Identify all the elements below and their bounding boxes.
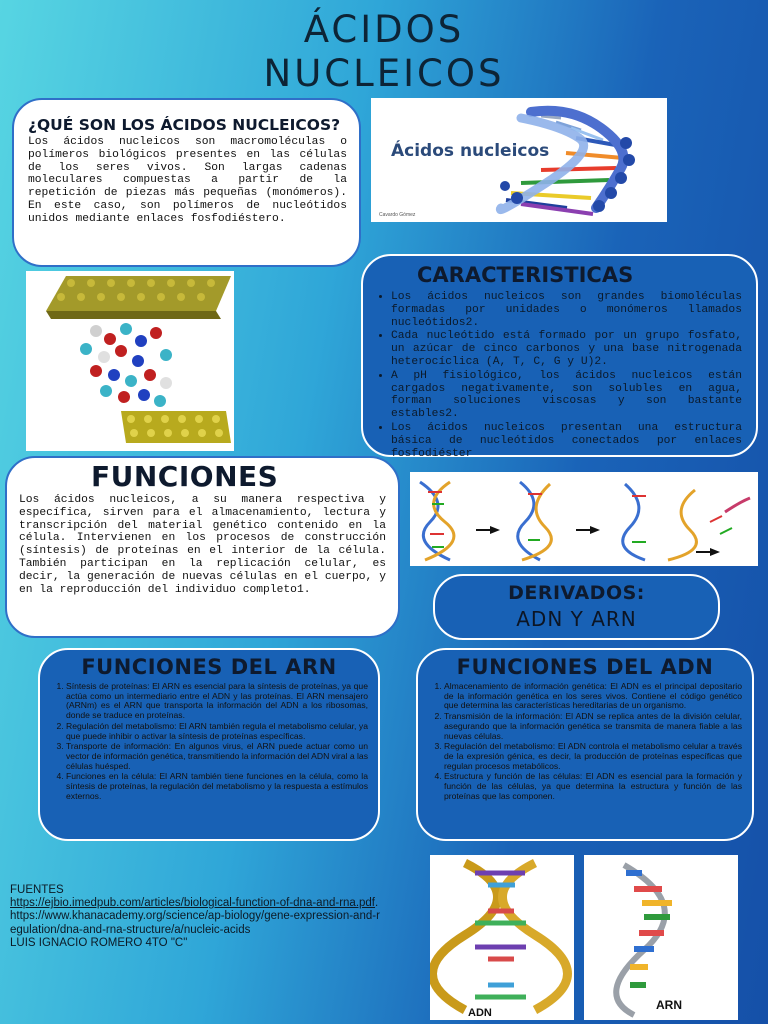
adn-panel — [416, 648, 754, 841]
banner-image — [371, 98, 667, 222]
derivados-panel — [433, 574, 720, 640]
adn-helix-image — [430, 855, 574, 1020]
molecule-image — [26, 271, 234, 451]
fuentes-label: FUENTES — [10, 884, 64, 896]
dna-molecule-illustration — [26, 271, 234, 451]
fuente-link-1-suffix: . — [375, 897, 379, 910]
arn-item: 3. Transporte de información: En algunos virus, el ARN puede actuar como un vector de información genética, transmitiendo la información del ADN viral a las células huésped. — [66, 742, 368, 771]
que-son-heading: ¿QUÉ SON LOS ÁCIDOS NUCLEICOS? — [28, 116, 341, 134]
funciones-panel — [5, 456, 400, 638]
caracteristica-item: • Cada nucleótido está formado por un grupo fosfato, un azúcar de cinco carbonos y una base nitrogenada heterocíclica (A, T, C, G y U)2. — [391, 330, 742, 368]
banner-caption: Ácidos nucleicos — [391, 141, 550, 161]
page-title — [0, 8, 768, 96]
caracteristicas-list — [377, 291, 742, 460]
replication-image — [410, 472, 758, 566]
adn-item: 2. Transmisión de la información: El ADN se replica antes de la división celular, asegurando que la información genética se transmita de manera fiable a las nuevas células. — [444, 712, 742, 741]
caracteristicas-panel — [361, 254, 758, 460]
arn-item: 2. Regulación del metabolismo: El ARN también regula el metabolismo celular, ya que puede inhibir o activar la síntesis de proteínas específicas. — [66, 722, 368, 741]
derivados-value: ADN Y ARN — [516, 607, 637, 631]
title-line-1: ÁCIDOS — [303, 8, 465, 51]
arn-label: ARN — [656, 998, 682, 1012]
caracteristica-item: • Los ácidos nucleicos son grandes biomoléculas formadas por unidades o monómeros llamados nucleótidos2. — [391, 291, 742, 329]
que-son-text: Los ácidos nucleicos son macromoléculas o polímeros biológicos presentes en las células de los seres vivos. Son largas cadenas moleculares compuestas a partir de la repetición de piezas más pequeñas (monómeros). En este caso, son polímeros de nucleótidos unidos mediante enlaces fosfodiéstero. — [28, 136, 347, 225]
arn-list — [50, 682, 368, 801]
que-son-panel — [12, 98, 361, 267]
arn-helix-image — [584, 855, 738, 1020]
arn-item: 1. Síntesis de proteínas: El ARN es esencial para la síntesis de proteínas, ya que actúa como un intermediario entre el ADN y las proteínas. El ARN mensajero (ARNm) es el ARN que transporta la información del ADN a los ribosomas, donde se traduce en proteínas. — [66, 682, 368, 721]
adn-helix-illustration — [430, 855, 574, 1020]
dna-replication-illustration — [410, 472, 758, 566]
fuente-link-2[interactable]: https://www.khanacademy.org/science/ap-biology/gene-expression-and-regulation/dna-and-rna-structure/a/nucleic-acids — [10, 910, 380, 936]
funciones-heading: FUNCIONES — [91, 460, 279, 493]
fuente-link-1[interactable]: https://ejbio.imedpub.com/articles/biological-function-of-dna-and-rna.pdf — [10, 897, 376, 910]
arn-item: 4. Funciones en la célula: El ARN también tiene funciones en la célula, como la síntesis de proteínas, la regulación del metabolismo y la respuesta a estímulos externos. — [66, 772, 368, 801]
dna-helix-illustration — [371, 98, 667, 222]
adn-list — [428, 682, 742, 801]
adn-item: 1. Almacenamiento de información genética: El ADN es el principal depositario de la información genética en los seres vivos. Contiene el código genético que determina las características hereditarias de un organismo. — [444, 682, 742, 711]
derivados-heading: DERIVADOS: — [508, 582, 645, 604]
caracteristicas-heading: CARACTERISTICAS — [417, 263, 634, 287]
arn-heading: FUNCIONES DEL ARN — [81, 655, 337, 679]
fuentes-block — [10, 884, 380, 950]
adn-label: ADN — [468, 1007, 492, 1019]
title-line-2: NUCLEICOS — [263, 52, 505, 95]
fuentes-author: LUIS IGNACIO ROMERO 4TO "C" — [10, 936, 188, 949]
caracteristica-item: • A pH fisiológico, los ácidos nucleicos están cargados negativamente, son solubles en agua, forman soluciones viscosas y son bastante estables2. — [391, 370, 742, 421]
banner-credit: Cavardo Gómez — [379, 212, 416, 218]
adn-item: 3. Regulación del metabolismo: El ADN controla el metabolismo celular a través de la expresión génica, es decir, la producción de proteínas específicas que regulan procesos metabólicos. — [444, 742, 742, 771]
adn-item: 4. Estructura y función de las células: El ADN es esencial para la formación y función de las células, ya que determina la estructura y función de las proteínas que las componen. — [444, 772, 742, 801]
caracteristica-item: • Los ácidos nucleicos presentan una estructura básica de nucleótidos conectados por enlaces fosfodiéster — [391, 422, 742, 460]
arn-helix-illustration — [584, 855, 738, 1020]
adn-heading: FUNCIONES DEL ADN — [456, 655, 714, 679]
funciones-text: Los ácidos nucleicos, a su manera respectiva y específica, sirven para el almacenamiento, lectura y transcripción del material genético contenido en la célula. Intervienen en los procesos de construcción (síntesis) de proteínas en el interior de la célula. También participan en la replicación celular, es decir, la generación de nuevas células en el cuerpo, y en la reproducción del individuo completo1. — [19, 494, 386, 596]
arn-panel — [38, 648, 380, 841]
